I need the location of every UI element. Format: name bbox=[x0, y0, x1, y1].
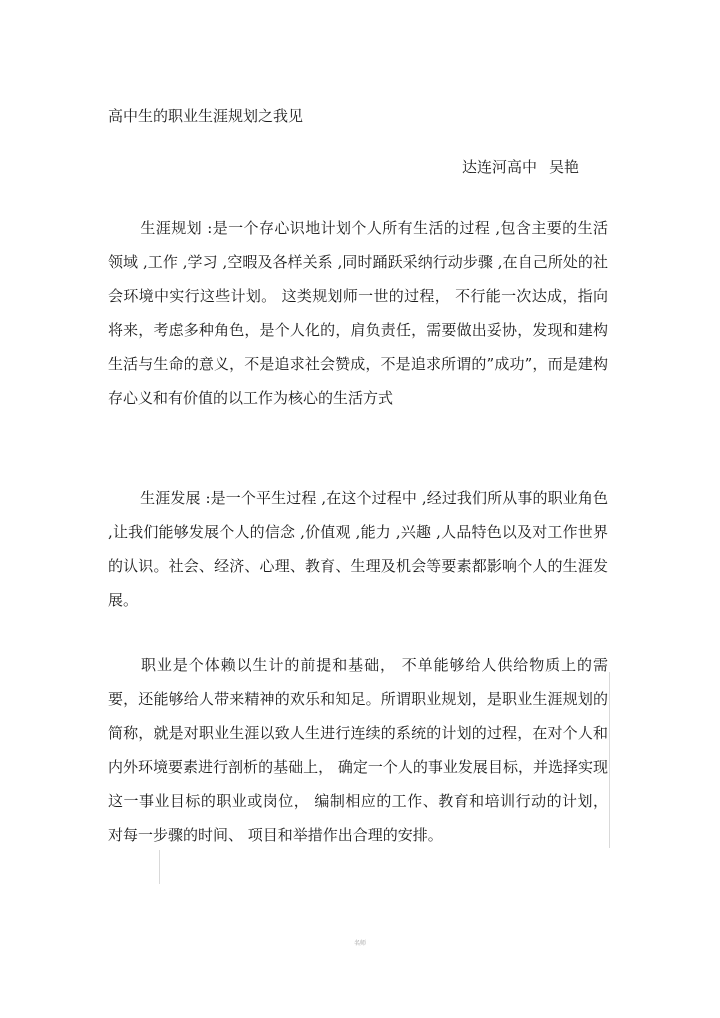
paragraph-text: 生涯发展 :是一个平生过程 ,在这个过程中 ,经过我们所从事的职业角色 ,让我们能够发展个人的信念 ,价值观 ,能力 ,兴趣 ,人品特色以及对工作世界的认识。社会、经济、心理、教育、生理及机会等要素都影响个人的生涯发展。 bbox=[108, 489, 608, 609]
paragraph-occupation bbox=[108, 648, 608, 852]
scan-artifact-line bbox=[609, 672, 610, 848]
paragraph-career-development bbox=[108, 481, 608, 617]
footer-note: 名师 bbox=[353, 940, 366, 947]
author-line bbox=[462, 155, 602, 179]
author-school: 达连河高中 bbox=[462, 158, 538, 176]
document-title: 高中生的职业生涯规划之我见 bbox=[108, 107, 304, 125]
paragraph-text: 职业是个体赖以生计的前提和基础， 不单能够给人供给物质上的需要，还能够给人带来精神的欢乐和知足。所谓职业规划，是职业生涯规划的简称，就是对职业生涯以致人生进行连续的系统的计划的过程，在对个人和内外环境要素进行剖析的基础上， 确定一个人的事业发展目标，并选择实现这一事业目标的职业或岗位， 编制相应的工作、教育和培训行动的计划， 对每一步骤的时间、 项目和举措作出合理的安排。 bbox=[108, 656, 608, 844]
paragraph-text: 生涯规划 :是一个存心识地计划个人所有生活的过程 ,包含主要的生活领域 ,工作 ,学习 ,空暇及各样关系 ,同时踊跃采纳行动步骤 ,在自己所处的社会环境中实行这些计划。 这类规划师一世的过程， 不行能一次达成，指向将来，考虑多种角色，是个人化的，肩负责任，需要做出妥协，发现和建构生活与生命的意义，不是追求社会赞成，不是追求所谓的”成功”，而是建构存心义和有价值的以工作为核心的生活方式 bbox=[108, 219, 608, 407]
scan-artifact-line bbox=[159, 850, 160, 884]
author-name: 吴艳 bbox=[549, 158, 580, 176]
paragraph-career-planning bbox=[108, 211, 608, 415]
